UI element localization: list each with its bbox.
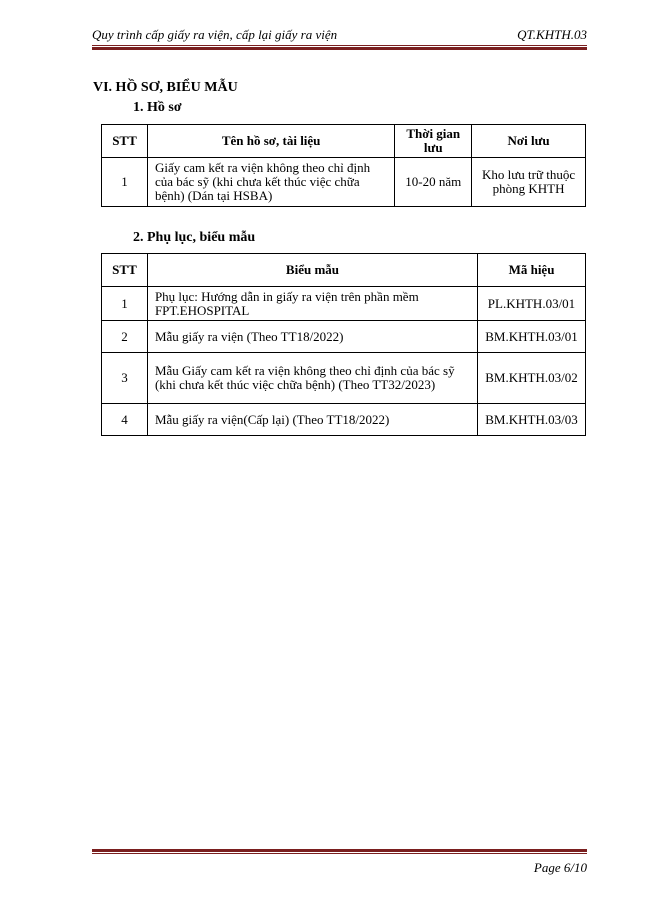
- col-time: Thời gian lưu: [395, 125, 472, 158]
- row-form: Mẫu giấy ra viện (Theo TT18/2022): [147, 321, 477, 353]
- col-code: Mã hiệu: [478, 254, 586, 287]
- col-place: Nơi lưu: [472, 125, 586, 158]
- row-stt: 3: [102, 353, 148, 404]
- records-header-row: [102, 125, 586, 158]
- page-header: [92, 24, 587, 44]
- row-time: 10-20 năm: [395, 158, 472, 207]
- forms-title: 2. Phụ lục, biểu mẫu: [133, 230, 256, 245]
- forms-table: [101, 253, 586, 436]
- table-row: [102, 353, 586, 404]
- table-row: [102, 287, 586, 321]
- row-code: BM.KHTH.03/01: [478, 321, 586, 353]
- row-code: BM.KHTH.03/03: [478, 404, 586, 436]
- row-form: Mẫu giấy ra viện(Cấp lại) (Theo TT18/2022): [147, 404, 477, 436]
- col-form: Biểu mẫu: [147, 254, 477, 287]
- row-form: Mẫu Giấy cam kết ra viện không theo chỉ định của bác sỹ (khi chưa kết thúc việc chữa bệnh) (Theo TT32/2023): [147, 353, 477, 404]
- row-place: Kho lưu trữ thuộc phòng KHTH: [472, 158, 586, 207]
- records-title: 1. Hồ sơ: [133, 100, 182, 115]
- header-rule-thin: [92, 45, 587, 46]
- header-title: Quy trình cấp giấy ra viện, cấp lại giấy ra viện: [92, 27, 338, 42]
- page-number: Page 6/10: [533, 860, 587, 875]
- table-row: [102, 321, 586, 353]
- col-stt: STT: [102, 125, 148, 158]
- row-code: PL.KHTH.03/01: [478, 287, 586, 321]
- forms-header-row: [102, 254, 586, 287]
- table-row: [102, 158, 586, 207]
- section-title: VI. HỒ SƠ, BIỂU MẪU: [93, 80, 238, 95]
- table-row: [102, 404, 586, 436]
- footer-rule-thin: [92, 853, 587, 854]
- row-name: Giấy cam kết ra viện không theo chỉ định của bác sỹ (khi chưa kết thúc việc chữa bệnh) (Dán tại HSBA): [147, 158, 394, 207]
- row-stt: 1: [102, 287, 148, 321]
- col-stt: STT: [102, 254, 148, 287]
- header-rule-thick: [92, 47, 587, 50]
- records-table: [101, 124, 586, 207]
- header-code: QT.KHTH.03: [517, 27, 587, 42]
- row-stt: 4: [102, 404, 148, 436]
- row-form: Phụ lục: Hướng dẫn in giấy ra viện trên phần mềm FPT.EHOSPITAL: [147, 287, 477, 321]
- col-name: Tên hồ sơ, tài liệu: [147, 125, 394, 158]
- row-code: BM.KHTH.03/02: [478, 353, 586, 404]
- row-stt: 1: [102, 158, 148, 207]
- footer-rule-thick: [92, 849, 587, 852]
- row-stt: 2: [102, 321, 148, 353]
